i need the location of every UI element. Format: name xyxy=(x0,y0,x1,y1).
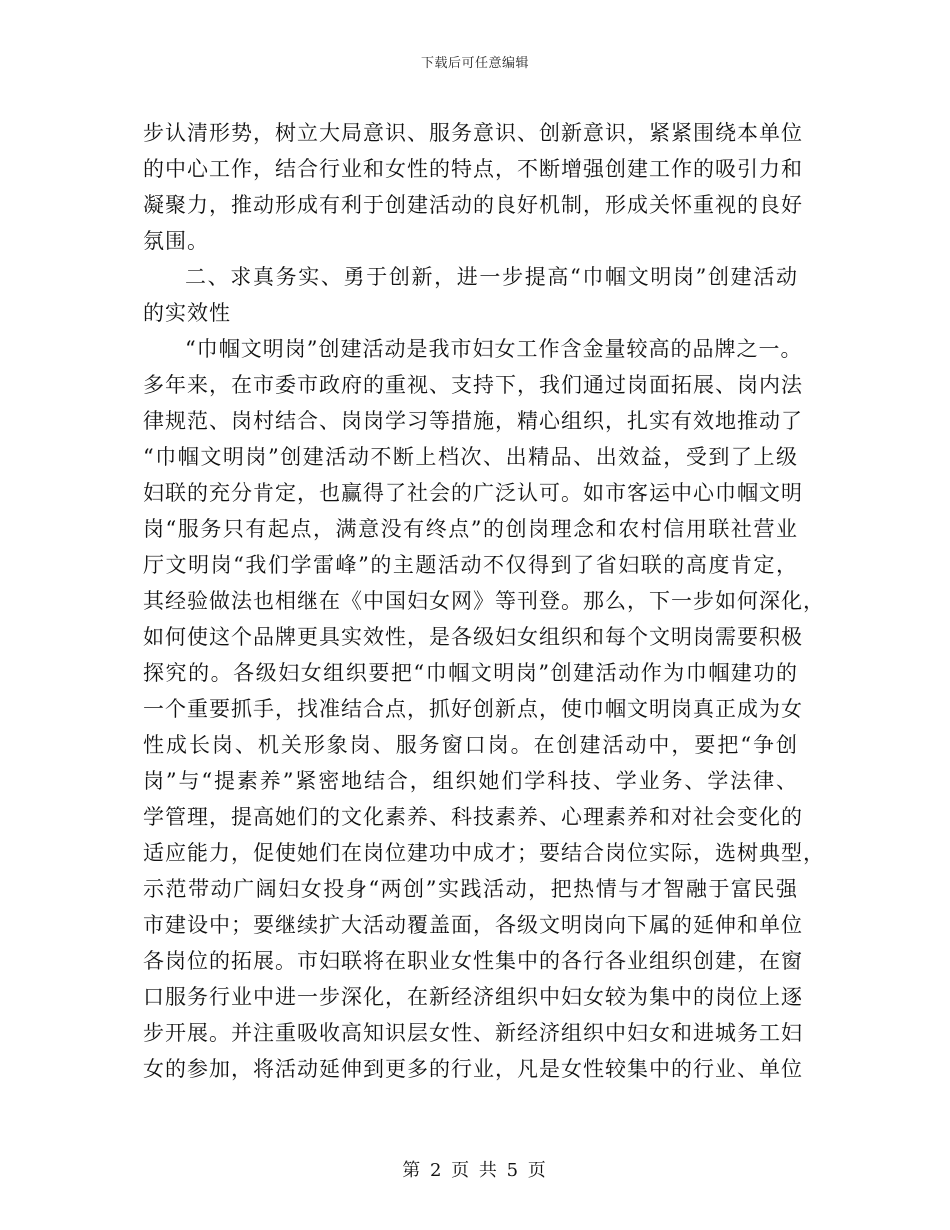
text-line: “巾帼文明岗”创建活动是我市妇女工作含金量较高的品牌之一。 xyxy=(185,337,803,361)
text-line: 性成长岗、机关形象岗、服务窗口岗。在创建活动中，要把“争创 xyxy=(143,733,798,757)
document-body xyxy=(143,115,825,1087)
text-line: 步开展。并注重吸收高知识层女性、新经济组织中妇女和进城务工妇 xyxy=(143,1021,803,1045)
text-line: 女的参加，将活动延伸到更多的行业，凡是女性较集中的行业、单位 xyxy=(143,1057,803,1081)
text-line: 适应能力，促使她们在岗位建功中成才；要结合岗位实际，选树典型， xyxy=(143,841,825,865)
text-line: 示范带动广阔妇女投身“两创”实践活动，把热情与才智融于富民强 xyxy=(143,877,798,901)
page-footer: 第 2 页 共 5 页 xyxy=(402,1160,548,1181)
text-line: 氛围。 xyxy=(143,229,209,253)
text-line: 凝聚力，推动形成有利于创建活动的良好机制，形成关怀重视的良好 xyxy=(143,193,803,217)
text-line: 厅文明岗“我们学雷峰”的主题活动不仅得到了省妇联的高度肯定， xyxy=(143,553,798,577)
text-line: 学管理，提高她们的文化素养、科技素养、心理素养和对社会变化的 xyxy=(143,805,803,829)
text-line: 岗”与“提素养”紧密地结合，组织她们学科技、学业务、学法律、 xyxy=(143,769,798,793)
text-line: 的中心工作，结合行业和女性的特点，不断增强创建工作的吸引力和 xyxy=(143,157,803,181)
page-header: 下载后可任意编辑 xyxy=(420,56,529,71)
text-line: 其经验做法也相继在《中国妇女网》等刊登。那么，下一步如何深化， xyxy=(143,589,825,613)
text-line: 妇联的充分肯定，也赢得了社会的广泛认可。如市客运中心巾帼文明 xyxy=(143,481,803,505)
text-line: 岗“服务只有起点，满意没有终点”的创岗理念和农村信用联社营业 xyxy=(143,517,798,541)
text-line: 如何使这个品牌更具实效性，是各级妇女组织和每个文明岗需要积极 xyxy=(143,625,803,649)
text-line: 律规范、岗村结合、岗岗学习等措施，精心组织，扎实有效地推动了 xyxy=(143,409,803,433)
text-line: 各岗位的拓展。市妇联将在职业女性集中的各行各业组织创建，在窗 xyxy=(143,949,803,973)
section-heading-line: 的实效性 xyxy=(143,301,231,325)
text-line: 多年来，在市委市政府的重视、支持下，我们通过岗面拓展、岗内法 xyxy=(143,373,803,397)
section-heading-line: 二、求真务实、勇于创新，进一步提高“巾帼文明岗”创建活动 xyxy=(185,265,798,289)
text-line: 一个重要抓手，找准结合点，抓好创新点，使巾帼文明岗真正成为女 xyxy=(143,697,803,721)
text-line: 步认清形势，树立大局意识、服务意识、创新意识，紧紧围绕本单位 xyxy=(143,121,803,145)
text-line: 探究的。各级妇女组织要把“巾帼文明岗”创建活动作为巾帼建功的 xyxy=(143,661,798,685)
text-line: “巾帼文明岗”创建活动不断上档次、出精品、出效益，受到了上级 xyxy=(143,445,798,469)
text-line: 口服务行业中进一步深化，在新经济组织中妇女较为集中的岗位上逐 xyxy=(143,985,803,1009)
text-line: 市建设中；要继续扩大活动覆盖面，各级文明岗向下属的延伸和单位 xyxy=(143,913,803,937)
